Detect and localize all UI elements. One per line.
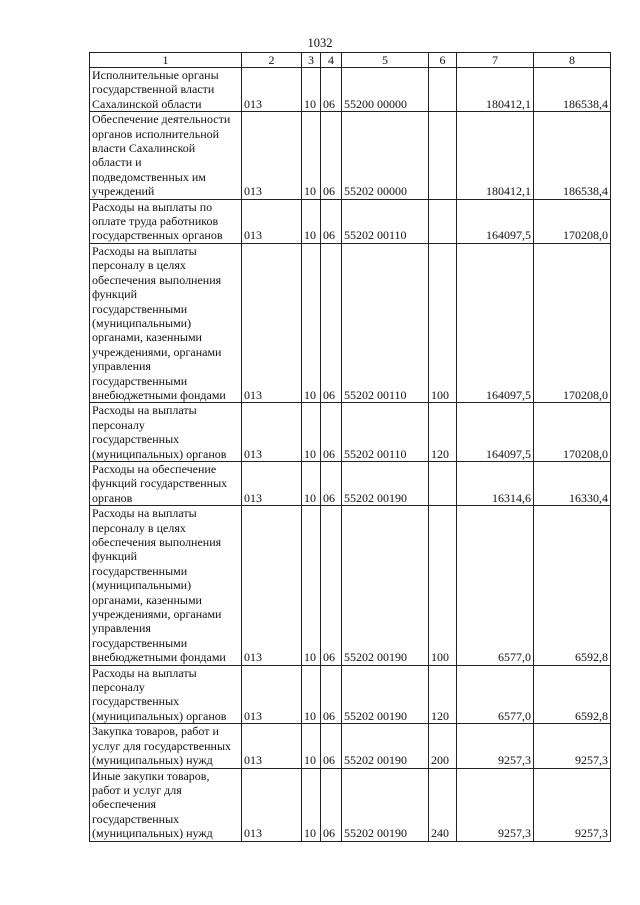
row-name-line: Закупка товаров, работ и [92,724,219,739]
amount-col8-cell: 186538,4 [534,112,611,199]
column-header: 5 [342,53,429,68]
row-name-line: государственных [92,811,180,826]
amount-col8-cell: 170208,0 [534,243,611,402]
row-name-line: Иные закупки товаров, [92,768,210,783]
row-name-line: услуг для государственных [92,738,232,753]
row-name-line: государственными [92,301,188,316]
row-name [90,68,242,112]
section-code-cell: 10 [302,243,321,402]
row-name-line: внебюджетными фондами [92,650,226,665]
section-code-cell: 10 [302,403,321,462]
admin-code-cell: 013 [242,506,302,665]
subsection-code-cell: 06 [321,199,342,243]
row-name-line: учреждениями, органами [92,344,222,359]
row-name-line: обеспечения выполнения [92,535,222,549]
column-header: 8 [534,53,611,68]
column-header: 6 [429,53,457,68]
column-header: 4 [321,53,342,68]
row-name [90,506,242,665]
table-row [90,403,611,462]
row-name [90,243,242,402]
row-name [90,112,242,199]
target-code-cell: 55202 00110 [342,199,429,243]
admin-code-cell: 013 [242,199,302,243]
row-name-line: государственных [92,432,180,447]
row-name-line: (муниципальных) нужд [92,826,213,841]
row-name-line: государственными [92,635,188,650]
row-name-line: обеспечения [92,797,157,812]
row-name-line: персоналу в целях [92,258,186,273]
expense-type-cell: 100 [429,506,457,665]
amount-col8-cell: 6592,8 [534,665,611,724]
row-name-line: Расходы на выплаты [92,243,197,258]
admin-code-cell: 013 [242,665,302,724]
target-code-cell: 55202 00190 [342,665,429,724]
row-name-line: Исполнительные органы [92,68,219,82]
row-name-line: персоналу [92,417,145,432]
expense-type-cell [429,461,457,505]
target-code-cell: 55202 00190 [342,768,429,841]
row-name-line: учреждений [92,184,155,199]
row-name-line: обеспечения выполнения [92,272,222,287]
table-row [90,461,611,505]
target-code-cell: 55200 00000 [342,68,429,112]
amount-col8-cell: 16330,4 [534,461,611,505]
amount-col7-cell: 180412,1 [457,68,534,112]
amount-col7-cell: 6577,0 [457,506,534,665]
table-row [90,724,611,768]
subsection-code-cell: 06 [321,506,342,665]
row-name-line: работ и услуг для [92,782,182,797]
section-code-cell: 10 [302,68,321,112]
amount-col8-cell: 9257,3 [534,768,611,841]
section-code-cell: 10 [302,461,321,505]
target-code-cell: 55202 00190 [342,461,429,505]
admin-code-cell: 013 [242,68,302,112]
row-name-line: Сахалинской области [92,96,202,111]
row-name-line: (муниципальными) [92,578,192,593]
row-name-line: органами, казенными [92,592,202,607]
row-name-line: (муниципальных) органов [92,446,227,461]
amount-col8-cell: 170208,0 [534,199,611,243]
subsection-code-cell: 06 [321,243,342,402]
amount-col7-cell: 6577,0 [457,665,534,724]
column-header: 3 [302,53,321,68]
amount-col8-cell: 9257,3 [534,724,611,768]
admin-code-cell: 013 [242,112,302,199]
admin-code-cell: 013 [242,461,302,505]
target-code-cell: 55202 00110 [342,243,429,402]
amount-col7-cell: 9257,3 [457,768,534,841]
target-code-cell: 55202 00000 [342,112,429,199]
section-code-cell: 10 [302,768,321,841]
expense-type-cell [429,68,457,112]
expense-type-cell: 100 [429,243,457,402]
column-header: 1 [90,53,242,68]
table-row [90,665,611,724]
row-name-line: Расходы на выплаты [92,403,197,418]
admin-code-cell: 013 [242,243,302,402]
table-body [90,68,611,842]
table-row [90,68,611,112]
row-name-line: Расходы на выплаты по [92,199,213,214]
row-name-line: управления [92,621,151,636]
admin-code-cell: 013 [242,768,302,841]
row-name-line: государственных органов [92,228,223,243]
expense-type-cell: 200 [429,724,457,768]
row-name-line: Расходы на выплаты [92,665,197,680]
row-name-line: органами, казенными [92,330,202,345]
row-name-line: персоналу [92,680,145,695]
row-name-line: Расходы на выплаты [92,506,197,521]
row-name [90,665,242,724]
section-code-cell: 10 [302,724,321,768]
amount-col7-cell: 16314,6 [457,461,534,505]
subsection-code-cell: 06 [321,403,342,462]
subsection-code-cell: 06 [321,112,342,199]
row-name-line: государственных [92,694,180,709]
row-name-line: функций [92,287,137,302]
amount-col8-cell: 170208,0 [534,403,611,462]
subsection-code-cell: 06 [321,68,342,112]
row-name-line: (муниципальными) [92,315,192,330]
admin-code-cell: 013 [242,724,302,768]
subsection-code-cell: 06 [321,768,342,841]
amount-col8-cell: 186538,4 [534,68,611,112]
table-row [90,243,611,402]
expense-type-cell: 120 [429,403,457,462]
expense-type-cell: 120 [429,665,457,724]
amount-col7-cell: 164097,5 [457,243,534,402]
row-name-line: органов [92,490,133,505]
page-number: 1032 [307,36,333,50]
table-row [90,112,611,199]
row-name-line: подведомственных им [92,169,206,184]
expense-type-cell: 240 [429,768,457,841]
row-name-line: (муниципальных) органов [92,708,227,723]
section-code-cell: 10 [302,112,321,199]
expense-type-cell [429,199,457,243]
row-name [90,768,242,841]
row-name-line: государственной власти [92,82,215,97]
row-name-line: государственными [92,373,188,388]
row-name-line: (муниципальных) нужд [92,753,213,768]
row-name-line: внебюджетными фондами [92,387,226,402]
target-code-cell: 55202 00190 [342,506,429,665]
row-name-line: области и [92,155,142,170]
amount-col7-cell: 164097,5 [457,199,534,243]
header-row [90,53,611,68]
column-header: 7 [457,53,534,68]
section-code-cell: 10 [302,199,321,243]
amount-col7-cell: 180412,1 [457,112,534,199]
row-name-line: Расходы на обеспечение [92,461,217,476]
admin-code-cell: 013 [242,403,302,462]
subsection-code-cell: 06 [321,724,342,768]
row-name-line: государственными [92,563,188,578]
table-row [90,199,611,243]
budget-table [89,52,611,842]
amount-col7-cell: 164097,5 [457,403,534,462]
column-header: 2 [242,53,302,68]
target-code-cell: 55202 00190 [342,724,429,768]
row-name-line: органов исполнительной [92,126,220,141]
amount-col7-cell: 9257,3 [457,724,534,768]
row-name-line: Обеспечение деятельности [92,112,231,127]
amount-col8-cell: 6592,8 [534,506,611,665]
row-name-line: учреждениями, органами [92,607,222,622]
subsection-code-cell: 06 [321,665,342,724]
row-name-line: функций государственных [92,476,228,491]
subsection-code-cell: 06 [321,461,342,505]
row-name-line: власти Сахалинской [92,141,196,156]
section-code-cell: 10 [302,665,321,724]
table-row [90,506,611,665]
row-name [90,724,242,768]
row-name [90,403,242,462]
row-name [90,199,242,243]
row-name [90,461,242,505]
expense-type-cell [429,112,457,199]
row-name-line: персоналу в целях [92,520,186,535]
row-name-line: оплате труда работников [92,214,219,229]
row-name-line: управления [92,359,151,374]
row-name-line: функций [92,549,137,564]
section-code-cell: 10 [302,506,321,665]
target-code-cell: 55202 00110 [342,403,429,462]
table-row [90,768,611,841]
